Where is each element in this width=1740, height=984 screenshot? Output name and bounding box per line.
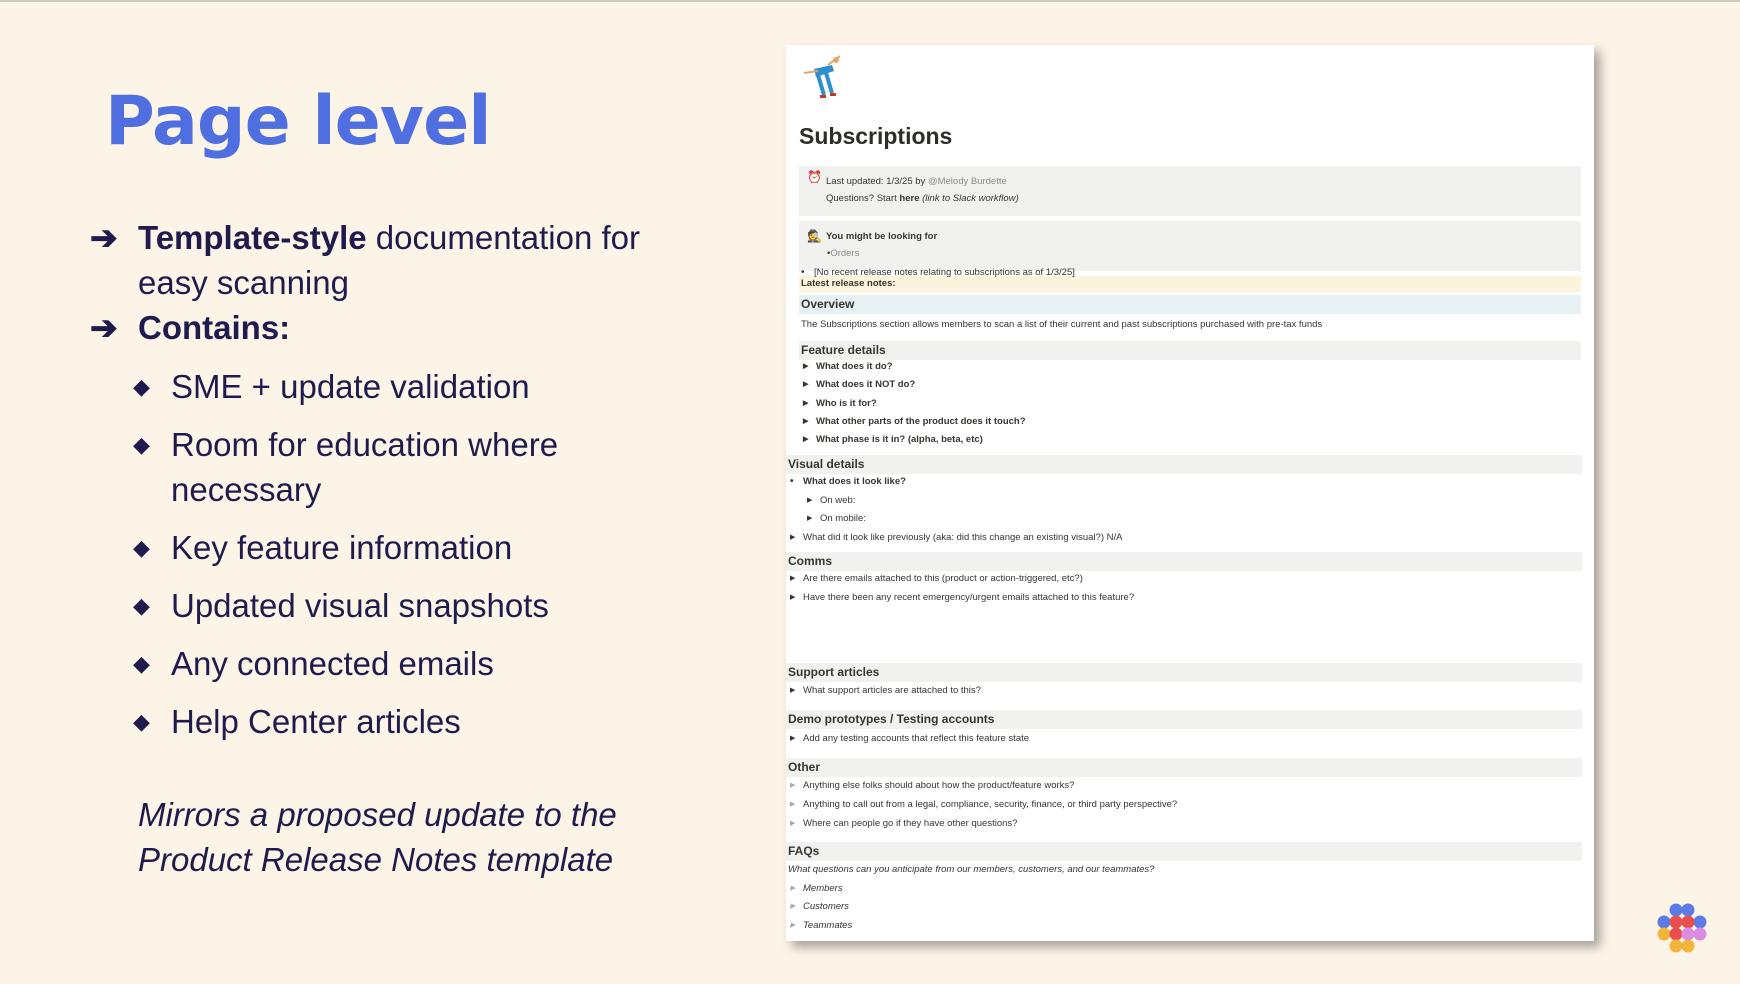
toggle-triangle-icon: ▶ xyxy=(790,922,796,929)
diamond-icon: ◆ xyxy=(133,709,150,734)
toggle-triangle-icon: ▶ xyxy=(790,534,796,541)
sub-bullet xyxy=(90,699,710,744)
release-notes-heading xyxy=(799,276,1581,292)
sub-bullet xyxy=(90,583,710,628)
questions-link[interactable]: here xyxy=(899,193,920,204)
diamond-icon: ◆ xyxy=(133,374,150,399)
doc-title: Subscriptions xyxy=(799,123,953,149)
visual-question: • What does it look like? xyxy=(790,476,906,487)
bullet-template-style xyxy=(90,215,710,305)
toggle-triangle-icon: ▶ xyxy=(803,381,809,388)
diamond-icon: ◆ xyxy=(133,432,150,457)
slide-title: Page level xyxy=(105,82,491,161)
questions-line xyxy=(826,193,1019,204)
doc-screenshot xyxy=(786,45,1594,941)
toggle-item[interactable] xyxy=(790,920,852,931)
questions-note: (link to Slack workflow) xyxy=(919,193,1019,204)
toggle-text: Are there emails attached to this (product or action-triggered, etc?) xyxy=(803,573,1083,584)
demo-label: Demo prototypes / Testing accounts xyxy=(788,712,995,726)
toggle-triangle-icon: ▶ xyxy=(790,735,796,742)
faqs-heading xyxy=(786,842,1582,861)
toggle-item[interactable] xyxy=(803,398,877,409)
toggle-item[interactable] xyxy=(807,513,866,524)
comms-heading xyxy=(786,552,1582,571)
support-articles-label: Support articles xyxy=(788,665,880,679)
toggle-text: What support articles are attached to this? xyxy=(803,685,981,696)
toggle-item[interactable] xyxy=(790,799,1177,810)
toggle-item[interactable] xyxy=(790,901,849,912)
looking-for-item: •Orders xyxy=(827,248,860,259)
bullet-contains xyxy=(90,305,710,350)
toggle-text: What did it look like previously (aka: did this change an existing visual?) N/A xyxy=(803,532,1123,543)
toggle-text: On web: xyxy=(820,495,856,506)
toggle-triangle-icon: ▶ xyxy=(803,436,809,443)
other-label: Other xyxy=(788,760,821,774)
toggle-triangle-icon: ▶ xyxy=(790,820,796,827)
toggle-item[interactable] xyxy=(790,818,1017,829)
detective-icon: 🕵 xyxy=(807,229,822,243)
sub-bullet xyxy=(90,525,710,570)
toggle-text: What does it do? xyxy=(816,361,893,372)
comms-label: Comms xyxy=(788,554,833,568)
toggle-triangle-icon: ▶ xyxy=(790,575,796,582)
toggle-item[interactable] xyxy=(790,883,843,894)
toggle-item[interactable] xyxy=(790,573,1083,584)
toggle-item[interactable] xyxy=(803,416,1026,427)
visual-question-text: What does it look like? xyxy=(803,476,906,487)
release-notes-label: Latest release notes: xyxy=(801,278,896,289)
toggle-text: Who is it for? xyxy=(816,398,877,409)
author-mention[interactable]: @Melody Burdette xyxy=(927,176,1007,187)
orders-link[interactable]: Orders xyxy=(830,248,860,259)
toggle-triangle-icon: ▶ xyxy=(803,400,809,407)
last-updated-line xyxy=(826,176,1007,187)
toggle-text: Customers xyxy=(803,901,849,912)
questions-label: Questions? Start xyxy=(826,193,900,204)
bullet-bold: Contains: xyxy=(138,309,291,346)
toggle-item[interactable] xyxy=(807,495,855,506)
toggle-triangle-icon: ▶ xyxy=(790,885,796,892)
faqs-prompt: What questions can you anticipate from our members, customers, and our teammates? xyxy=(788,864,1155,875)
sub-bullet-text: Key feature information xyxy=(171,529,513,566)
toggle-triangle-icon: ▶ xyxy=(807,497,813,504)
looking-for-label: You might be looking for xyxy=(826,231,938,242)
toggle-text: Members xyxy=(803,883,843,894)
toggle-triangle-icon: ▶ xyxy=(790,594,796,601)
toggle-text: What other parts of the product does it touch? xyxy=(816,416,1026,427)
toggle-text: On mobile: xyxy=(820,513,866,524)
top-divider xyxy=(0,0,1740,2)
overview-label: Overview xyxy=(801,297,855,311)
toggle-triangle-icon: ▶ xyxy=(790,782,796,789)
cartwheel-person-icon xyxy=(798,53,844,101)
bullet-text: documentation for easy scanning xyxy=(138,219,640,301)
overview-heading xyxy=(799,295,1581,314)
last-updated-callout xyxy=(799,166,1581,216)
toggle-item[interactable] xyxy=(790,685,981,696)
toggle-text: What does it NOT do? xyxy=(816,379,916,390)
diamond-icon: ◆ xyxy=(133,651,150,676)
toggle-item[interactable] xyxy=(790,733,1029,744)
sub-bullet xyxy=(90,364,710,409)
toggle-text: Have there been any recent emergency/urgent emails attached to this feature? xyxy=(803,592,1135,603)
last-updated-label: Last updated: 1/3/25 by xyxy=(826,176,928,187)
toggle-triangle-icon: ▶ xyxy=(807,515,813,522)
sub-bullet-text: Room for education where necessary xyxy=(171,426,559,508)
template-note: Mirrors a proposed update to the Product Release Notes template xyxy=(138,796,617,878)
toggle-triangle-icon: ▶ xyxy=(790,801,796,808)
toggle-text: Add any testing accounts that reflect this feature state xyxy=(803,733,1030,744)
sub-bullet-text: Updated visual snapshots xyxy=(171,587,549,624)
feature-details-label: Feature details xyxy=(801,343,886,357)
toggle-item[interactable] xyxy=(803,361,893,372)
toggle-item[interactable] xyxy=(790,780,1074,791)
toggle-text: Anything to call out from a legal, compliance, security, finance, or third party perspective? xyxy=(803,799,1178,810)
toggle-text: Teammates xyxy=(803,920,853,931)
sub-bullet xyxy=(90,422,710,512)
toggle-item[interactable] xyxy=(803,434,983,445)
sub-bullet xyxy=(90,641,710,686)
bullet-list xyxy=(90,215,710,757)
diamond-icon: ◆ xyxy=(133,535,150,560)
sub-bullet-list xyxy=(90,364,710,744)
looking-for-callout xyxy=(799,221,1581,271)
visual-details-label: Visual details xyxy=(788,457,865,471)
arrow-icon: ➔ xyxy=(90,309,118,346)
sub-bullet-text: Help Center articles xyxy=(171,703,461,740)
support-articles-heading xyxy=(786,663,1582,682)
release-note-text: [No recent release notes relating to subscriptions as of 1/3/25] xyxy=(814,267,1075,278)
toggle-text: What phase is it in? (alpha, beta, etc) xyxy=(816,434,983,445)
demo-heading xyxy=(786,710,1582,729)
toggle-item[interactable] xyxy=(803,379,915,390)
bullet-bold: Template-style xyxy=(138,219,367,256)
sub-bullet-text: Any connected emails xyxy=(171,645,494,682)
other-heading xyxy=(786,758,1582,777)
toggle-text: Where can people go if they have other questions? xyxy=(803,818,1018,829)
feature-details-heading xyxy=(799,341,1581,360)
toggle-triangle-icon: ▶ xyxy=(803,363,809,370)
toggle-triangle-icon: ▶ xyxy=(790,687,796,694)
release-note-item: • [No recent release notes relating to subscriptions as of 1/3/25] xyxy=(801,267,1075,278)
toggle-item[interactable] xyxy=(790,532,1122,543)
faqs-label: FAQs xyxy=(788,844,820,858)
diamond-icon: ◆ xyxy=(133,593,150,618)
sub-bullet-text: SME + update validation xyxy=(171,368,530,405)
arrow-icon: ➔ xyxy=(90,219,118,256)
toggle-text: Anything else folks should about how the product/feature works? xyxy=(803,780,1075,791)
toggle-triangle-icon: ▶ xyxy=(803,418,809,425)
flower-dots-logo-icon xyxy=(1656,902,1708,954)
toggle-item[interactable] xyxy=(790,592,1134,603)
toggle-triangle-icon: ▶ xyxy=(790,903,796,910)
overview-text: The Subscriptions section allows members to scan a list of their current and past subscriptions purchased with pre-tax funds xyxy=(801,319,1323,330)
visual-details-heading xyxy=(786,455,1582,474)
alarm-clock-icon: ⏰ xyxy=(807,170,822,184)
